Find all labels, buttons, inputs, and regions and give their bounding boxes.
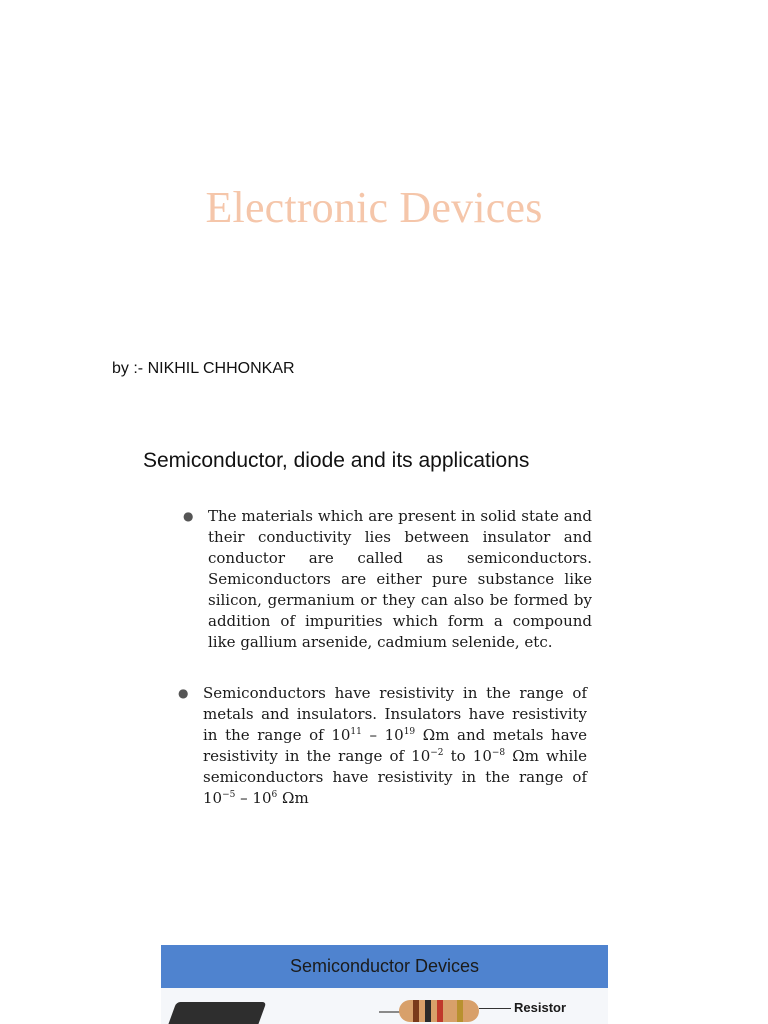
resistor-icon bbox=[399, 1000, 479, 1022]
bullet-text-part: Ωm while semiconductors have resistivity in the range of 10 bbox=[203, 747, 587, 807]
resistor-pointer-line bbox=[479, 1008, 511, 1009]
bullet-dot-icon: ● bbox=[178, 686, 189, 700]
bullet-text-part: Semiconductors have resistivity in the range of metals and insulators. Insulators have resistivity in the range of 10 bbox=[203, 684, 587, 744]
author-line: by :- NIKHIL CHHONKAR bbox=[112, 360, 295, 377]
bullet-semiconductor-definition bbox=[183, 506, 592, 653]
figure-image-area bbox=[161, 988, 608, 1024]
exponent: −5 bbox=[222, 790, 236, 800]
exponent: 6 bbox=[271, 790, 278, 800]
exponent: 11 bbox=[350, 727, 362, 737]
bullet-resistivity bbox=[178, 683, 587, 809]
bullet-text-part: – 10 bbox=[235, 789, 272, 807]
semiconductor-devices-figure bbox=[161, 945, 608, 1024]
bullet-text-part: Ωm bbox=[277, 789, 309, 807]
bullet-dot-icon: ● bbox=[183, 509, 194, 523]
exponent: −8 bbox=[491, 748, 506, 758]
figure-header: Semiconductor Devices bbox=[161, 945, 608, 988]
page-title: Electronic Devices bbox=[205, 183, 543, 232]
exponent: 19 bbox=[403, 727, 416, 737]
resistor-band bbox=[413, 1000, 419, 1022]
bullet-text-part: to 10 bbox=[443, 747, 492, 765]
section-heading: Semiconductor, diode and its applications bbox=[143, 449, 530, 472]
bullet-text: The materials which are present in solid state and their conductivity lies between insulator and conductor are called as semiconductors. Semiconductors are either pure substance like silicon, germanium or they can also be formed by addition of impurities which form a compound like gallium arsenide, cadmium selenide, etc. bbox=[208, 507, 592, 651]
resistor-lead-left bbox=[379, 1011, 401, 1013]
exponent: −2 bbox=[430, 748, 444, 758]
resistor-band bbox=[425, 1000, 431, 1022]
bullet-text-part: – 10 bbox=[361, 726, 404, 744]
resistor-band bbox=[457, 1000, 463, 1022]
ic-chip-icon bbox=[166, 1002, 267, 1024]
resistor-label: Resistor bbox=[514, 1000, 567, 1015]
bullet-text-part: Ωm and metals have resistivity in the range of 10 bbox=[203, 726, 587, 765]
resistor-band bbox=[437, 1000, 443, 1022]
